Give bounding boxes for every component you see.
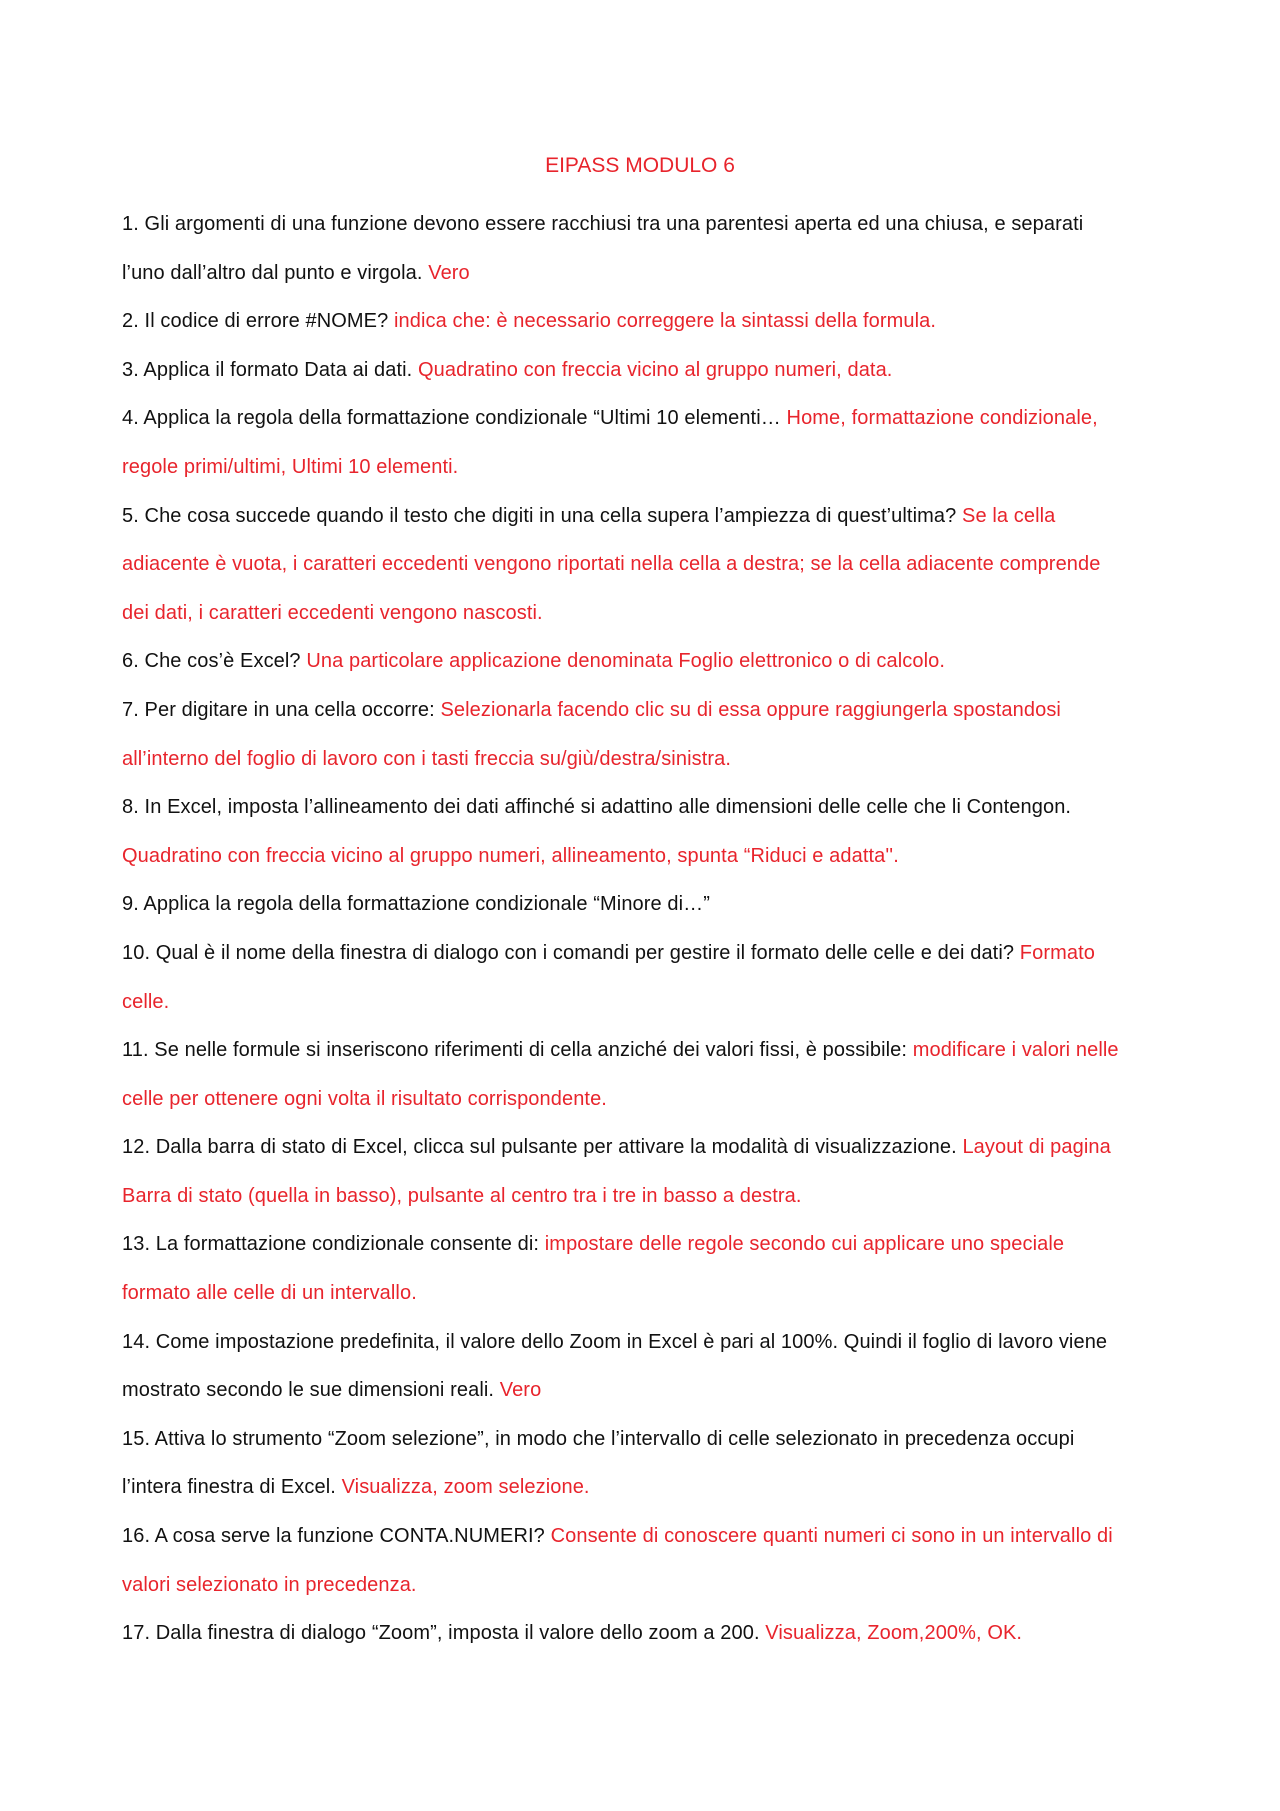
answer-text: Selezionarla facendo clic su di essa oppure raggiungerla spostandosi all’interno del foglio di lavoro con i tasti freccia su/giù/destra/sinistra. [122,698,1061,770]
answer-text: Visualizza, Zoom,200%, OK. [765,1622,1023,1645]
qa-item-15 [122,1415,1122,1512]
qa-item-1 [122,200,1122,297]
answer-text: Se la cella adiacente è vuota, i caratteri eccedenti vengono riportati nella cella a destra; se la cella adiacente comprende dei dati, i caratteri eccedenti vengono nascosti. [122,504,1101,624]
question-text: 10. Qual è il nome della finestra di dialogo con i comandi per gestire il formato delle celle e dei dati? [122,941,1015,964]
qa-item-17 [122,1609,1122,1658]
qa-item-2 [122,297,1122,346]
qa-item-12 [122,1123,1122,1220]
answer-text: Quadratino con freccia vicino al gruppo numeri, allineamento, spunta “Riduci e adatta''. [122,844,899,867]
question-text: 2. Il codice di errore #NOME? [122,310,389,333]
question-text: 11. Se nelle formule si inseriscono riferimenti di cella anziché dei valori fissi, è possibile: [122,1039,908,1062]
qa-item-16 [122,1512,1122,1609]
answer-text: indica che: è necessario correggere la sintassi della formula. [394,310,937,333]
qa-item-11 [122,1026,1122,1123]
question-text: 1. Gli argomenti di una funzione devono essere racchiusi tra una parentesi aperta ed una chiusa, e separati l’uno dall’altro dal punto e virgola. [122,213,1084,284]
question-list [122,200,1122,1658]
answer-text: Vero [499,1379,542,1402]
answer-text: Consente di conoscere quanti numeri ci sono in un intervallo di valori selezionato in precedenza. [122,1525,1113,1596]
question-text: 3. Applica il formato Data ai dati. [122,358,413,381]
answer-text: Home, formattazione condizionale, regole primi/ultimi, Ultimi 10 elementi. [122,407,1098,478]
question-text: 16. A cosa serve la funzione CONTA.NUMERI? [122,1525,545,1548]
question-text: 6. Che cos’è Excel? [122,650,301,673]
question-text: 9. Applica la regola della formattazione condizionale “Minore di…” [122,893,711,916]
qa-item-14 [122,1318,1122,1415]
qa-item-8 [122,783,1122,880]
qa-item-3 [122,346,1122,395]
question-text: 13. La formattazione condizionale consente di: [122,1233,540,1256]
question-text: 8. In Excel, imposta l’allineamento dei dati affinché si adattino alle dimensioni delle celle che li Contengon. [122,796,1072,819]
question-text: 7. Per digitare in una cella occorre: [122,698,435,721]
document-title: EIPASS MODULO 6 [545,154,735,177]
qa-item-9 [122,880,1122,929]
qa-item-10 [122,929,1122,1026]
question-text: 15. Attiva lo strumento “Zoom selezione”, in modo che l’intervallo di celle selezionato in precedenza occupi l’intera finestra di Excel. [122,1427,1075,1499]
qa-item-13 [122,1220,1122,1317]
question-text: 5. Che cosa succede quando il testo che digiti in una cella supera l’ampiezza di quest’ultima? [122,504,957,527]
answer-text: modificare i valori nelle celle per ottenere ogni volta il risultato corrispondente. [122,1039,1119,1110]
question-text: 14. Come impostazione predefinita, il valore dello Zoom in Excel è pari al 100%. Quindi il foglio di lavoro viene mostrato secondo le sue dimensioni reali. [122,1330,1108,1402]
qa-item-5 [122,492,1122,638]
question-text: 12. Dalla barra di stato di Excel, clicca sul pulsante per attivare la modalità di visualizzazione. [122,1136,957,1159]
answer-text: Visualizza, zoom selezione. [341,1476,590,1499]
qa-item-6 [122,637,1122,686]
answer-text: Quadratino con freccia vicino al gruppo numeri, data. [418,358,893,381]
answer-text: impostare delle regole secondo cui applicare uno speciale formato alle celle di un intervallo. [122,1233,1065,1305]
answer-text: Vero [428,261,470,284]
question-text: 17. Dalla finestra di dialogo “Zoom”, imposta il valore dello zoom a 200. [122,1622,760,1645]
qa-item-4 [122,394,1122,491]
qa-item-7 [122,686,1122,783]
answer-text: Formato celle. [122,941,1095,1013]
answer-text: Una particolare applicazione denominata Foglio elettronico o di calcolo. [306,650,946,673]
answer-text: Layout di pagina Barra di stato (quella in basso), pulsante al centro tra i tre in basso a destra. [122,1136,1111,1207]
question-text: 4. Applica la regola della formattazione condizionale “Ultimi 10 elementi… [122,407,781,430]
